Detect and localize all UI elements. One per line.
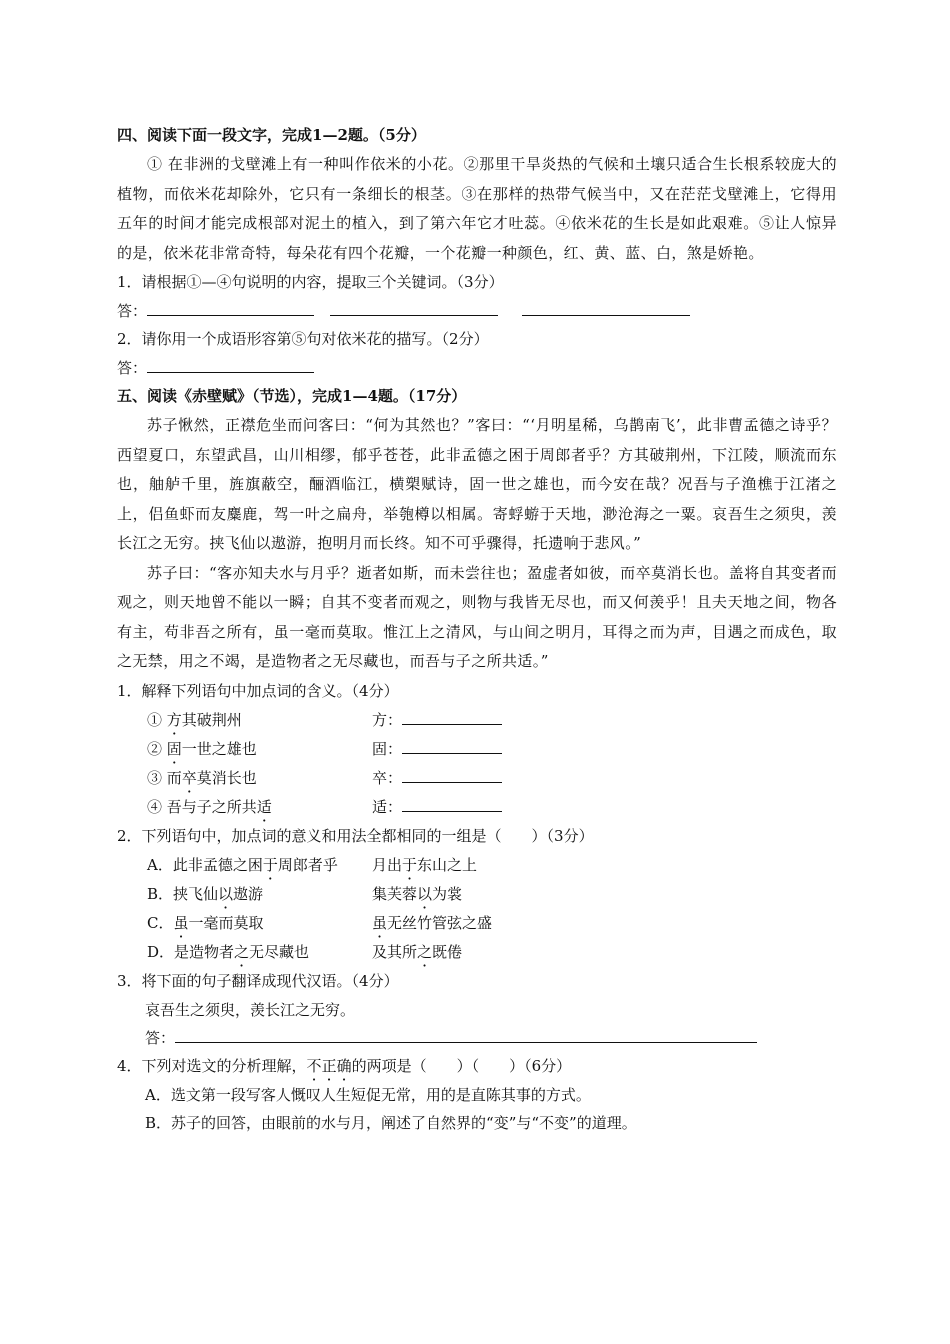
q2-right-4-post: 既倦: [432, 942, 463, 961]
q1-word-label: 卒：: [372, 768, 403, 787]
q2-left-1: [147, 856, 338, 874]
q1-sentence-1: [147, 711, 242, 729]
q1-sentence-2-post: 一世之雄也: [181, 739, 257, 758]
q2-right-4: [372, 943, 462, 961]
q2-right-2: [372, 885, 462, 903]
q2-left-2-post: 遨游: [233, 884, 264, 903]
q2-left-4-dotted-word: 之: [234, 942, 250, 961]
q1-sentence-2-pre: ②: [147, 739, 167, 758]
q2-right-1-pre: 月出: [372, 855, 403, 874]
q1-sentence-1-pre: ①: [147, 710, 167, 729]
section-5-paragraph-2: 苏子曰：“客亦知夫水与月乎？逝者如斯，而未尝往也；盈虚者如彼，而卒莫消长也。盖将自其变者而观之，则天地曾不能以一瞬；自其不变者而观之，则物与我皆无尽也，而又何羡乎！且夫天地之间，物各有主，苟非吾之所有，虽一毫而莫取。惟江上之清风，与山间之明月，耳得之而为声，目遇之而成色，取之无禁，用之不竭，是造物者之无尽藏也，而吾与子之所共适。”: [117, 563, 837, 670]
sec4-question-1: 1．请根据①—④句说明的内容，提取三个关键词。（3分）: [117, 273, 504, 291]
sec5-q4-options: [117, 1081, 837, 1137]
q2-option-1: [117, 851, 837, 880]
sec5-q2-options: [117, 851, 837, 967]
answer-blank-3[interactable]: [522, 300, 690, 316]
q1-word-label: 固：: [372, 739, 403, 758]
q2-left-3: [147, 914, 264, 932]
section-4-passage: ① 在非洲的戈壁滩上有一种叫作依米的小花。②那里干旱炎热的气候和土壤只适合生长根系较庞大的植物，而依米花却除外，它只有一条细长的根茎。③在那样的热带气候当中，又在茫茫戈壁滩上，它得用五年的时间才能完成根部对泥土的植入，到了第六年它才吐蕊。④依米花的生长是如此艰难。⑤让人惊异的是，依米花非常奇特，每朵花有四个花瓣，一个花瓣一种颜色，红、黄、蓝、白，煞是娇艳。: [117, 155, 837, 262]
q4-prefix: 4．下列对选文的分析理解，: [117, 1056, 307, 1075]
q1-item-sentence: [117, 793, 372, 822]
q1-word-label: 适：: [372, 797, 403, 816]
q1-sentence-1-dotted-word: 方: [166, 710, 182, 729]
q4-option-1: A．选文第一段写客人慨叹人生短促无常，用的是直陈其事的方式。: [145, 1085, 591, 1104]
q2-right-3-post: 无丝竹管弦之盛: [387, 913, 493, 932]
q1-answer-blank[interactable]: [402, 796, 502, 812]
q2-left-3-pre: C．: [147, 913, 174, 932]
sec5-q1-items: [117, 706, 837, 822]
q2-left-3-dotted-word: 虽: [173, 913, 189, 932]
q2-option-2: [117, 880, 837, 909]
sec5-question-1: 1．解释下列语句中加点词的含义。（4分）: [117, 681, 399, 700]
q2-right-3-dotted-word: 虽: [372, 913, 388, 932]
q4-dotted-char-2: 正: [321, 1056, 337, 1075]
q2-option-right: [372, 909, 837, 938]
q2-option-right: [372, 938, 837, 967]
q2-right-1-post: 东山之上: [417, 855, 478, 874]
answer-label: 答：: [117, 359, 148, 377]
q1-sentence-1-post: 其破荆州: [181, 710, 242, 729]
q1-item-answer: [372, 793, 837, 822]
q4-dotted-words: [307, 1057, 352, 1075]
q1-item-sentence: [117, 764, 372, 793]
q1-item-2: [117, 735, 837, 764]
q1-item-sentence: [117, 706, 372, 735]
answer-label: 答：: [117, 302, 148, 320]
q1-item-answer: [372, 764, 837, 793]
section-4-title: 四、阅读下面一段文字，完成1—2题。（5分）: [117, 126, 426, 144]
q1-answer-blank[interactable]: [402, 767, 502, 783]
q2-right-4-pre: 及其所: [372, 942, 418, 961]
sec5-question-2: 2．下列语句中，加点词的意义和用法全都相同的一组是（ ）（3分）: [117, 826, 594, 845]
q1-item-sentence: [117, 735, 372, 764]
sec5-question-4: [117, 1052, 837, 1081]
q2-option-left: [117, 880, 372, 909]
q1-item-answer: [372, 706, 837, 735]
sec4-answer-1-line: [117, 297, 837, 325]
q2-right-2-pre: 集芙蓉: [372, 884, 418, 903]
q1-sentence-4-dotted-word: 适: [256, 797, 272, 816]
q2-option-left: [117, 938, 372, 967]
section-5-title: 五、阅读《赤壁赋》（节选），完成1—4题。（17分）: [117, 387, 467, 405]
answer-blank-1[interactable]: [147, 300, 314, 316]
q2-right-1: [372, 856, 477, 874]
q2-left-4-post: 无尽藏也: [249, 942, 310, 961]
q2-option-4: [117, 938, 837, 967]
q2-right-4-dotted-word: 之: [417, 942, 433, 961]
q4-option-2: B．苏子的回答，由眼前的水与月，阐述了自然界的“变”与“不变”的道理。: [145, 1113, 637, 1132]
q2-left-2-pre: B．挟飞仙: [147, 884, 219, 903]
q2-right-2-dotted-word: 以: [417, 884, 433, 903]
q4-dotted-char-1: 不: [306, 1056, 322, 1075]
exam-page: [117, 121, 837, 1137]
q1-sentence-2: [147, 740, 257, 758]
q1-sentence-3-pre: ③ 而: [147, 768, 182, 787]
q1-sentence-4: [147, 798, 272, 816]
sec5-answer-3-line: [117, 1024, 837, 1052]
q1-word-label: 方：: [372, 710, 403, 729]
answer-blank-translation[interactable]: [175, 1027, 757, 1043]
q1-item-1: [117, 706, 837, 735]
q1-answer-blank[interactable]: [402, 709, 502, 725]
answer-blank-2[interactable]: [330, 300, 498, 316]
q2-option-right: [372, 851, 837, 880]
sec4-answer-2-line: [117, 354, 837, 382]
answer-label: 答：: [145, 1028, 176, 1047]
q1-item-answer: [372, 735, 837, 764]
q2-option-right: [372, 880, 837, 909]
q2-right-1-dotted-word: 于: [402, 855, 418, 874]
section-5-paragraph-1: 苏子愀然，正襟危坐而问客曰：“何为其然也？”客曰：“‘月明星稀，乌鹊南飞’，此非曹孟德之诗乎？西望夏口，东望武昌，山川相缪，郁乎苍苍，此非孟德之困于周郎者乎？方其破荆州，下江陵，顺流而东也，舳舻千里，旌旗蔽空，酾酒临江，横槊赋诗，固一世之雄也，而今安在哉？况吾与子渔樵于江渚之上，侣鱼虾而友麋鹿，驾一叶之扁舟，举匏樽以相属。寄蜉蝣于天地，渺沧海之一粟。哀吾生之须臾，羡长江之无穷。挟飞仙以遨游，抱明月而长终。知不可乎骤得，托遗响于悲风。”: [117, 416, 837, 552]
q2-right-3: [372, 914, 492, 932]
q2-left-2-dotted-word: 以: [218, 884, 234, 903]
q1-item-3: [117, 764, 837, 793]
q1-sentence-3-dotted-word: 卒: [181, 768, 197, 787]
sec5-question-3: 3．将下面的句子翻译成现代汉语。（4分）: [117, 971, 399, 990]
q1-sentence-4-pre: ④ 吾与子之所共: [147, 797, 257, 816]
translation-sentence: 哀吾生之须臾，羡长江之无穷。: [145, 1000, 356, 1019]
q2-left-1-pre: A．此非孟德之困: [147, 855, 263, 874]
q1-sentence-3: [147, 769, 257, 787]
q2-left-2: [147, 885, 263, 903]
q4-suffix: 的两项是（ ）（ ）（6分）: [351, 1056, 572, 1075]
q2-left-4: [147, 943, 309, 961]
q1-item-4: [117, 793, 837, 822]
q2-left-1-post: 周郎者乎: [277, 855, 338, 874]
q2-right-2-post: 为裳: [432, 884, 463, 903]
q2-left-3-post: 一毫而莫取: [188, 913, 264, 932]
q1-answer-blank[interactable]: [402, 738, 502, 754]
answer-blank-4[interactable]: [147, 357, 314, 373]
sec4-question-2: 2．请你用一个成语形容第⑤句对依米花的描写。（2分）: [117, 330, 489, 348]
q2-option-left: [117, 851, 372, 880]
q2-left-1-dotted-word: 于: [262, 855, 278, 874]
q1-sentence-2-dotted-word: 固: [166, 739, 182, 758]
q1-sentence-3-post: 莫消长也: [196, 768, 257, 787]
q4-dotted-char-3: 确: [336, 1056, 352, 1075]
q2-option-left: [117, 909, 372, 938]
q2-left-4-pre: D．是造物者: [147, 942, 235, 961]
